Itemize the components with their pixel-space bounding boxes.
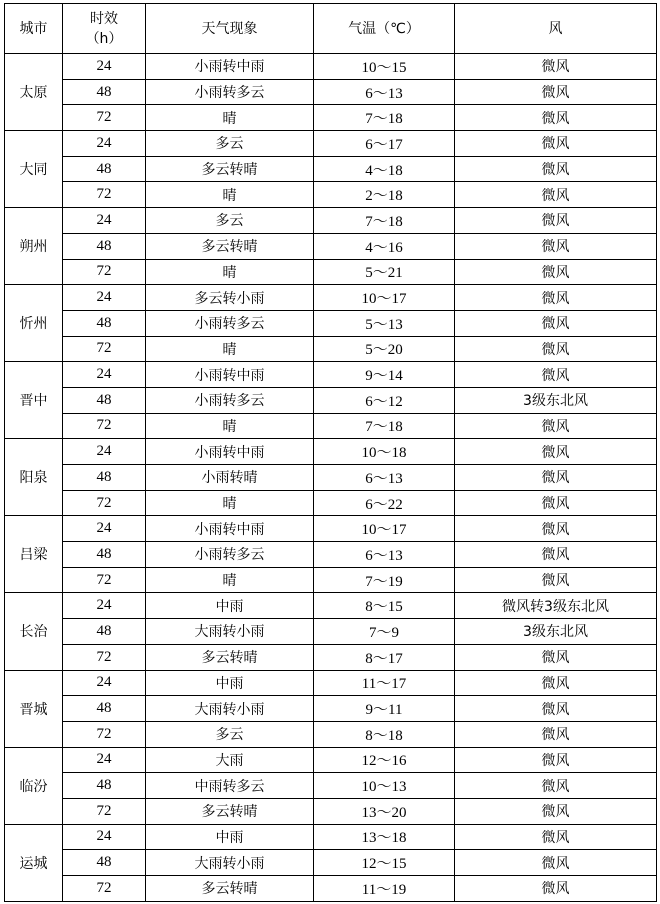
weather-cell: 多云 (146, 131, 314, 157)
period-cell: 48 (63, 773, 146, 799)
weather-cell: 多云 (146, 721, 314, 747)
city-name: 晋城 (5, 670, 63, 747)
wind-cell: 微风 (455, 131, 657, 157)
temp-cell: 12～15 (314, 850, 455, 876)
period-cell: 24 (63, 516, 146, 542)
header-period-line1: 时效 (90, 10, 118, 27)
wind-cell: 微风 (455, 54, 657, 80)
city-name: 晋中 (5, 362, 63, 439)
period-cell: 72 (63, 413, 146, 439)
temp-cell: 4～18 (314, 156, 455, 182)
wind-cell: 微风转3级东北风 (455, 593, 657, 619)
wind-cell: 微风 (455, 747, 657, 773)
weather-cell: 晴 (146, 567, 314, 593)
header-weather: 天气现象 (146, 4, 314, 54)
wind-cell: 微风 (455, 824, 657, 850)
weather-cell: 晴 (146, 105, 314, 131)
temp-cell: 10～17 (314, 516, 455, 542)
wind-cell: 微风 (455, 567, 657, 593)
period-cell: 72 (63, 490, 146, 516)
table-row (5, 490, 657, 516)
header-period-line2: （h） (85, 30, 123, 47)
city-name: 忻州 (5, 285, 63, 362)
table-row (5, 182, 657, 208)
wind-cell: 微风 (455, 516, 657, 542)
temp-cell: 6～13 (314, 542, 455, 568)
wind-cell: 微风 (455, 542, 657, 568)
wind-cell: 微风 (455, 310, 657, 336)
wind-cell: 微风 (455, 696, 657, 722)
temp-cell: 7～18 (314, 105, 455, 131)
period-cell: 24 (63, 131, 146, 157)
wind-cell: 微风 (455, 876, 657, 902)
header-wind: 风 (455, 4, 657, 54)
city-name: 朔州 (5, 208, 63, 285)
period-cell: 24 (63, 747, 146, 773)
table-row (5, 824, 657, 850)
temp-cell: 12～16 (314, 747, 455, 773)
weather-cell: 小雨转多云 (146, 79, 314, 105)
temp-cell: 10～17 (314, 285, 455, 311)
wind-cell: 微风 (455, 439, 657, 465)
wind-cell: 微风 (455, 285, 657, 311)
temp-cell: 8～17 (314, 644, 455, 670)
table-row (5, 387, 657, 413)
wind-cell: 微风 (455, 490, 657, 516)
weather-cell: 多云转晴 (146, 876, 314, 902)
forecast-table (4, 3, 657, 902)
wind-cell: 3级东北风 (455, 387, 657, 413)
header-city: 城市 (5, 4, 63, 54)
header-period (63, 4, 146, 54)
period-cell: 24 (63, 362, 146, 388)
period-cell: 72 (63, 644, 146, 670)
weather-cell: 晴 (146, 413, 314, 439)
table-row (5, 439, 657, 465)
temp-cell: 8～18 (314, 721, 455, 747)
temp-cell: 13～18 (314, 824, 455, 850)
table-row (5, 285, 657, 311)
header-row (5, 4, 657, 54)
temp-cell: 6～13 (314, 79, 455, 105)
table-row (5, 105, 657, 131)
temp-cell: 7～18 (314, 413, 455, 439)
period-cell: 72 (63, 567, 146, 593)
city-name: 运城 (5, 824, 63, 901)
wind-cell: 3级东北风 (455, 619, 657, 645)
weather-cell: 多云转晴 (146, 644, 314, 670)
weather-cell: 大雨转小雨 (146, 619, 314, 645)
weather-cell: 多云转小雨 (146, 285, 314, 311)
table-row (5, 773, 657, 799)
weather-cell: 大雨 (146, 747, 314, 773)
period-cell: 48 (63, 619, 146, 645)
table-row (5, 567, 657, 593)
table-row (5, 310, 657, 336)
table-row (5, 850, 657, 876)
table-row (5, 156, 657, 182)
period-cell: 24 (63, 439, 146, 465)
wind-cell: 微风 (455, 182, 657, 208)
table-row (5, 619, 657, 645)
table-row (5, 593, 657, 619)
period-cell: 72 (63, 259, 146, 285)
weather-cell: 中雨 (146, 593, 314, 619)
temp-cell: 5～20 (314, 336, 455, 362)
temp-cell: 5～21 (314, 259, 455, 285)
weather-cell: 小雨转晴 (146, 465, 314, 491)
table-row (5, 670, 657, 696)
wind-cell: 微风 (455, 79, 657, 105)
table-row (5, 413, 657, 439)
header-temp: 气温（℃） (314, 4, 455, 54)
temp-cell: 11～17 (314, 670, 455, 696)
period-cell: 72 (63, 182, 146, 208)
forecast-body (5, 54, 657, 902)
city-name: 太原 (5, 54, 63, 131)
temp-cell: 9～11 (314, 696, 455, 722)
period-cell: 48 (63, 310, 146, 336)
weather-cell: 晴 (146, 490, 314, 516)
wind-cell: 微风 (455, 721, 657, 747)
period-cell: 24 (63, 208, 146, 234)
wind-cell: 微风 (455, 644, 657, 670)
wind-cell: 微风 (455, 670, 657, 696)
period-cell: 24 (63, 593, 146, 619)
weather-cell: 多云 (146, 208, 314, 234)
weather-cell: 小雨转中雨 (146, 439, 314, 465)
period-cell: 48 (63, 79, 146, 105)
weather-cell: 多云转晴 (146, 798, 314, 824)
weather-cell: 小雨转多云 (146, 542, 314, 568)
temp-cell: 7～19 (314, 567, 455, 593)
wind-cell: 微风 (455, 233, 657, 259)
temp-cell: 10～18 (314, 439, 455, 465)
period-cell: 72 (63, 798, 146, 824)
city-name: 长治 (5, 593, 63, 670)
table-row (5, 721, 657, 747)
table-row (5, 747, 657, 773)
table-row (5, 465, 657, 491)
period-cell: 48 (63, 696, 146, 722)
weather-cell: 晴 (146, 259, 314, 285)
table-row (5, 259, 657, 285)
temp-cell: 6～13 (314, 465, 455, 491)
weather-cell: 大雨转小雨 (146, 696, 314, 722)
period-cell: 48 (63, 156, 146, 182)
weather-cell: 多云转晴 (146, 156, 314, 182)
weather-cell: 小雨转中雨 (146, 516, 314, 542)
weather-cell: 小雨转多云 (146, 310, 314, 336)
weather-cell: 中雨转多云 (146, 773, 314, 799)
weather-cell: 大雨转小雨 (146, 850, 314, 876)
table-row (5, 208, 657, 234)
weather-cell: 中雨 (146, 824, 314, 850)
period-cell: 48 (63, 542, 146, 568)
table-row (5, 798, 657, 824)
period-cell: 24 (63, 824, 146, 850)
weather-cell: 晴 (146, 336, 314, 362)
temp-cell: 4～16 (314, 233, 455, 259)
table-row (5, 336, 657, 362)
table-row (5, 233, 657, 259)
city-name: 阳泉 (5, 439, 63, 516)
city-name: 临汾 (5, 747, 63, 824)
wind-cell: 微风 (455, 208, 657, 234)
temp-cell: 10～13 (314, 773, 455, 799)
period-cell: 72 (63, 721, 146, 747)
period-cell: 72 (63, 876, 146, 902)
city-name: 吕梁 (5, 516, 63, 593)
table-row (5, 696, 657, 722)
weather-cell: 小雨转多云 (146, 387, 314, 413)
table-row (5, 131, 657, 157)
period-cell: 48 (63, 850, 146, 876)
city-name: 大同 (5, 131, 63, 208)
period-cell: 48 (63, 465, 146, 491)
weather-cell: 中雨 (146, 670, 314, 696)
weather-cell: 小雨转中雨 (146, 362, 314, 388)
wind-cell: 微风 (455, 156, 657, 182)
wind-cell: 微风 (455, 850, 657, 876)
period-cell: 72 (63, 336, 146, 362)
wind-cell: 微风 (455, 413, 657, 439)
temp-cell: 11～19 (314, 876, 455, 902)
table-row (5, 54, 657, 80)
period-cell: 48 (63, 233, 146, 259)
period-cell: 24 (63, 285, 146, 311)
weather-cell: 小雨转中雨 (146, 54, 314, 80)
wind-cell: 微风 (455, 465, 657, 491)
wind-cell: 微风 (455, 259, 657, 285)
wind-cell: 微风 (455, 336, 657, 362)
period-cell: 48 (63, 387, 146, 413)
period-cell: 72 (63, 105, 146, 131)
table-row (5, 876, 657, 902)
table-row (5, 644, 657, 670)
wind-cell: 微风 (455, 773, 657, 799)
temp-cell: 7～18 (314, 208, 455, 234)
weather-cell: 多云转晴 (146, 233, 314, 259)
weather-cell: 晴 (146, 182, 314, 208)
temp-cell: 2～18 (314, 182, 455, 208)
temp-cell: 6～22 (314, 490, 455, 516)
wind-cell: 微风 (455, 798, 657, 824)
temp-cell: 7～9 (314, 619, 455, 645)
temp-cell: 13～20 (314, 798, 455, 824)
table-row (5, 79, 657, 105)
temp-cell: 6～17 (314, 131, 455, 157)
table-row (5, 542, 657, 568)
temp-cell: 10～15 (314, 54, 455, 80)
table-row (5, 362, 657, 388)
period-cell: 24 (63, 670, 146, 696)
temp-cell: 5～13 (314, 310, 455, 336)
wind-cell: 微风 (455, 362, 657, 388)
temp-cell: 6～12 (314, 387, 455, 413)
temp-cell: 9～14 (314, 362, 455, 388)
period-cell: 24 (63, 54, 146, 80)
wind-cell: 微风 (455, 105, 657, 131)
temp-cell: 8～15 (314, 593, 455, 619)
table-row (5, 516, 657, 542)
